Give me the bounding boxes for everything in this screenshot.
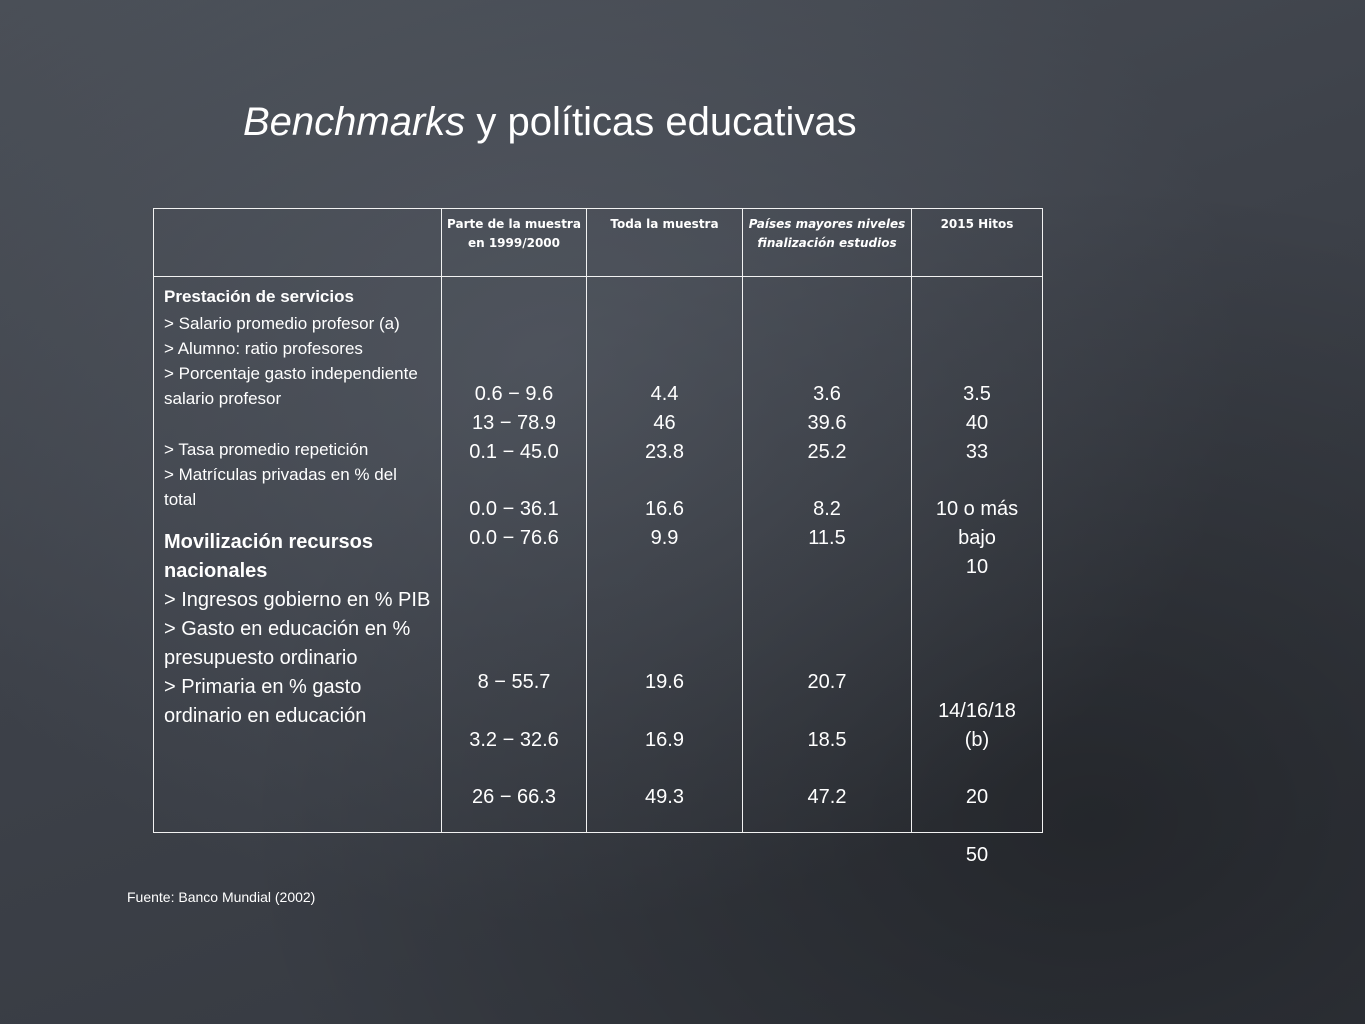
indicator-label: > Matrículas privadas en % del total: [164, 465, 397, 509]
table-cell: 11.5: [808, 527, 846, 549]
indicator-label: > Porcentaje gasto independiente salario profesor: [164, 364, 418, 408]
table-cell: 16.6: [645, 498, 684, 520]
table-cell: 8.2: [813, 498, 841, 520]
table-cell: 26 − 66.3: [472, 786, 556, 808]
table-cell: 33: [965, 441, 989, 463]
column-top-countries: [743, 277, 912, 833]
table-cell: 0.1 − 45.0: [469, 441, 559, 463]
table-cell: 20: [965, 786, 989, 808]
indicator-label: > Salario promedio profesor (a): [164, 314, 400, 333]
header-empty: [154, 209, 442, 277]
column-full-sample: [587, 277, 743, 833]
table-cell: 0.6 − 9.6: [474, 383, 554, 405]
section-title: Movilización recursos nacionales: [164, 531, 373, 582]
table-cell: 18.5: [807, 729, 847, 751]
table-cell: 19.6: [645, 671, 684, 693]
table-cell: 20.7: [807, 671, 847, 693]
table-cell: 8 − 55.7: [477, 671, 551, 693]
table-cell: 0.0 − 76.6: [469, 527, 559, 549]
table-cell: 10: [965, 556, 989, 578]
title-rest: y políticas educativas: [465, 100, 857, 144]
body-row: [154, 277, 1043, 833]
indicator-label: > Tasa promedio repetición: [164, 440, 369, 459]
spacer: [164, 411, 431, 437]
table-cell: 3.6: [813, 383, 841, 405]
table-cell: 0.0 − 36.1: [469, 498, 559, 520]
indicator-label: > Primaria en % gasto ordinario en educación: [164, 676, 367, 727]
indicator-label: > Gasto en educación en % presupuesto ordinario: [164, 618, 411, 669]
table-cell: 47.2: [807, 786, 847, 808]
table-cell: (b): [964, 729, 990, 751]
table-cell: 50: [965, 844, 989, 866]
title-emphasis: Benchmarks: [243, 100, 466, 144]
indicator-label: > Alumno: ratio profesores: [164, 339, 363, 358]
header-sample-1999: Parte de la muestra en 1999/2000: [442, 209, 587, 277]
table-cell: 23.8: [645, 441, 684, 463]
header-top-countries: Países mayores niveles finalización estudios: [743, 209, 912, 277]
source-note: Fuente: Banco Mundial (2002): [127, 889, 316, 905]
table-cell: 3.2 − 32.6: [469, 729, 559, 751]
section-title: Prestación de servicios: [164, 287, 354, 306]
slide-title: [243, 100, 857, 145]
table-cell: 46: [653, 412, 676, 434]
header-row: [154, 209, 1043, 277]
table-cell: 4.4: [650, 383, 679, 405]
table-cell: 49.3: [645, 786, 684, 808]
table-cell: 9.9: [650, 527, 679, 549]
header-milestones-2015: 2015 Hitos: [912, 209, 1043, 277]
column-milestones-2015: [912, 277, 1043, 866]
table-cell: 16.9: [645, 729, 684, 751]
table-cell: 25.2: [807, 441, 847, 463]
table-cell: bajo: [958, 527, 996, 549]
indicator-labels: [154, 277, 442, 833]
table-cell: 3.5: [963, 383, 991, 405]
table-cell: 40: [965, 412, 989, 434]
column-sample-1999: [442, 277, 587, 833]
benchmarks-table: [153, 208, 1043, 866]
indicator-label: > Ingresos gobierno en % PIB: [164, 589, 431, 611]
table-cell: 10 o más: [935, 498, 1019, 520]
table-cell: 14/16/18: [938, 700, 1016, 722]
header-full-sample: Toda la muestra: [587, 209, 743, 277]
table-cell: 13 − 78.9: [472, 412, 556, 434]
table-cell: 39.6: [807, 412, 847, 434]
